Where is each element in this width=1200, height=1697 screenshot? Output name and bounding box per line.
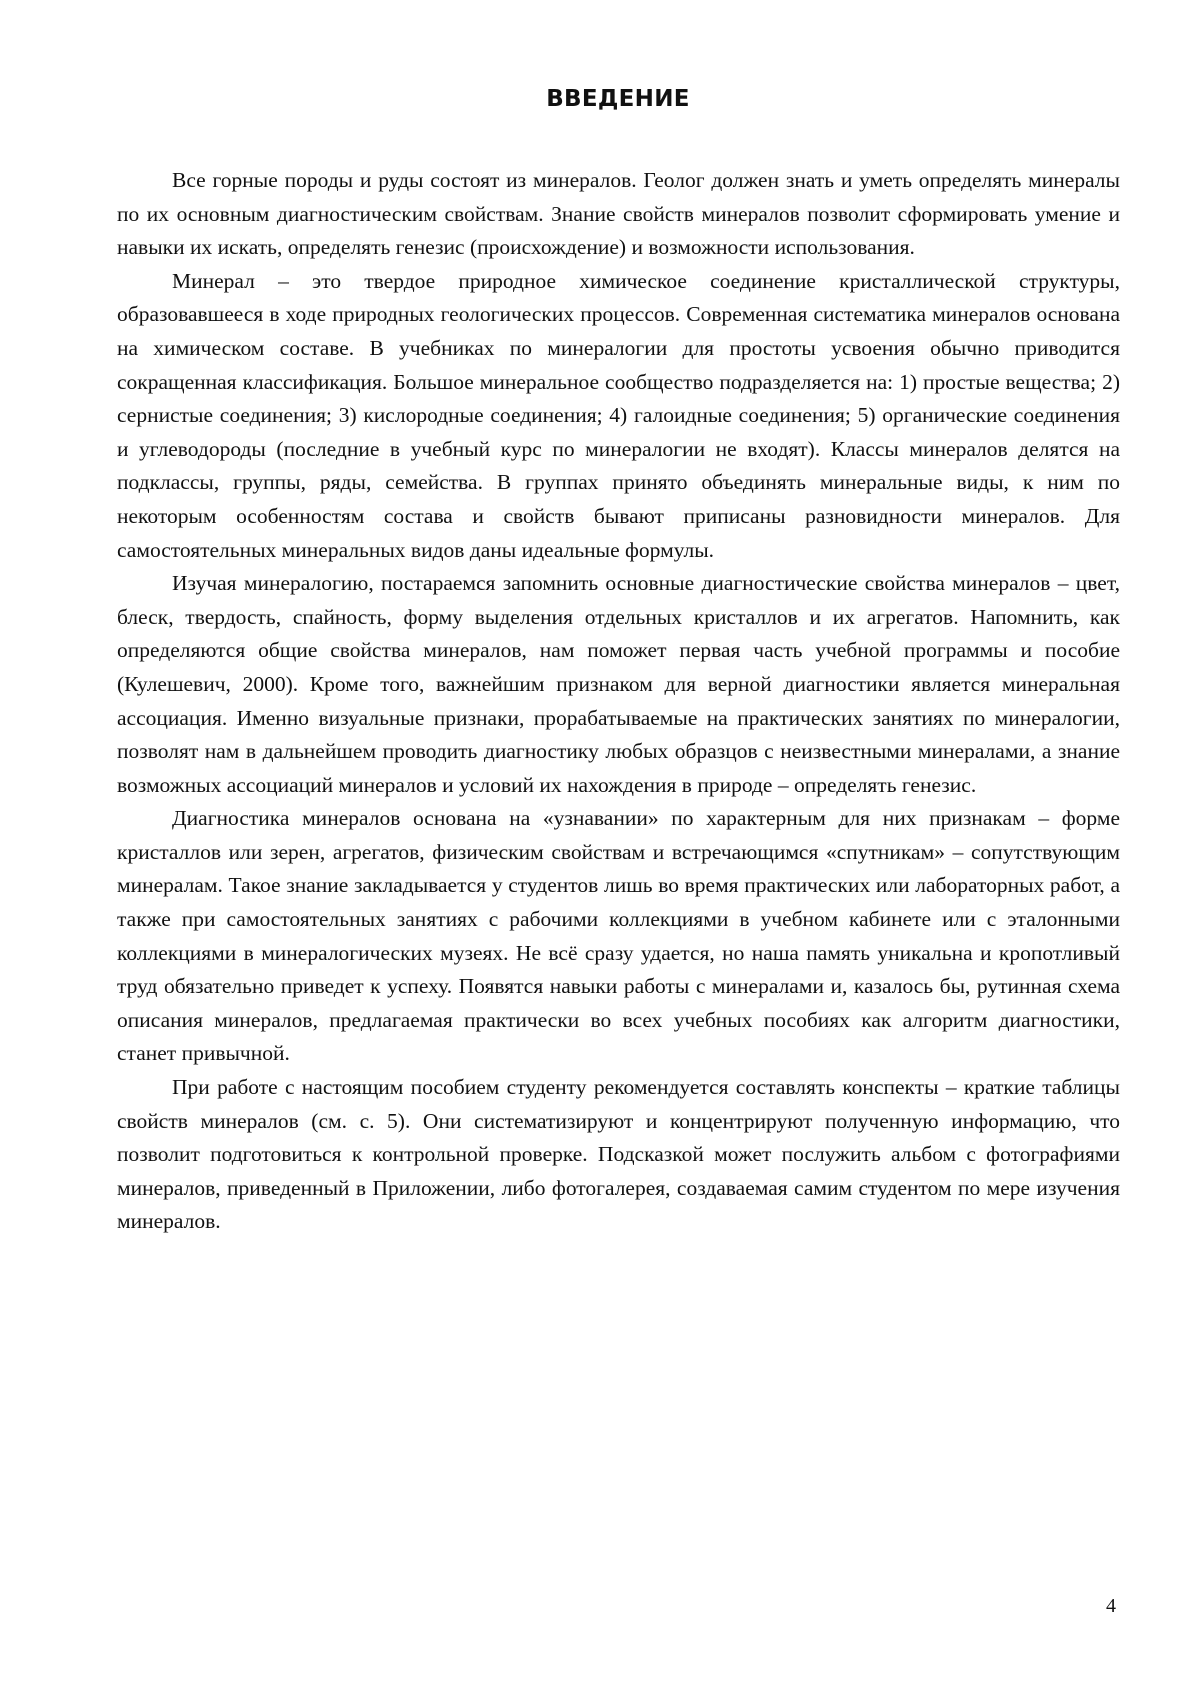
- paragraph-diagnostic-properties: Изучая минералогию, постараемся запомнить основные диагностические свойства мине­ралов – цвет, блеск, твердость, спайность, форму выделения отдельных кристаллов и их агрега­тов. Напомнить, как определяются общие свойства минералов, нам поможет первая часть учеб­ной программы и пособие (Кулешевич, 2000). Кроме того, важнейшим признаком для верной диагностики является минеральная ассоциация. Именно визуальные признаки, прорабатывае­мые на практических занятиях по минералогии, позволят нам в дальнейшем проводить диагно­стику любых образцов с неизвестными минералами, а знание возможных ассоциаций минера­лов и условий их нахождения в природе – определять генезис.: [117, 567, 1120, 802]
- paragraph-diagnostics: Диагностика минералов основана на «узнавании» по характерным для них признакам – форме кристаллов или зерен, агрегатов, физическим свойствам и встречающимся «спутникам» – сопутствующим минералам. Такое знание закладывается у студентов лишь во время практи­ческих или лабораторных работ, а также при самостоятельных занятиях с рабочими коллекция­ми в учебном кабинете или с эталонными коллекциями в минералогических музеях. Не всё сра­зу удается, но наша память уникальна и кропотливый труд обязательно приведет к успеху. По­явятся навыки работы с минералами и, казалось бы, рутинная схема описания минералов, предлагаемая практически во всех учебных пособиях как алгоритм диагностики, станет при­вычной.: [117, 802, 1120, 1071]
- document-page: [0, 0, 1200, 1697]
- body-text: [117, 164, 1120, 1239]
- paragraph-mineral-definition: Минерал – это твердое природное химическое соединение кристаллической структуры, образовавшееся в ходе природных геологических процессов. Современная систематика мине­ралов основана на химическом составе. В учебниках по минералогии для простоты усвоения обычно приводится сокращенная классификация. Большое минеральное сообщество подразде­ляется на: 1) простые вещества; 2) сернистые соединения; 3) кислородные соединения; 4) гало­идные соединения; 5) органические соединения и углеводороды (последние в учебный курс по минералогии не входят). Классы минералов делятся на подклассы, группы, ряды, семейства. В группах принято объединять минеральные виды, к ним по некоторым особенностям состава и свойств бывают приписаны разновидности минералов. Для самостоятельных минеральных видов даны идеальные формулы.: [117, 265, 1120, 567]
- paragraph-study-recommendations: При работе с настоящим пособием студенту рекомендуется составлять конспекты – крат­кие таблицы свойств минералов (см. с. 5). Они систематизируют и концентрируют полученную информацию, что позволит подготовиться к контрольной проверке. Подсказкой может послу­жить альбом с фотографиями минералов, приведенный в Приложении, либо фотогалерея, со­здаваемая самим студентом по мере изучения минералов.: [117, 1071, 1120, 1239]
- page-number: 4: [1106, 1595, 1116, 1618]
- section-title: ВВЕДЕНИЕ: [0, 86, 1200, 112]
- paragraph-intro: Все горные породы и руды состоят из минералов. Геолог должен знать и уметь определять минералы по их основным диагностическим свойствам. Знание свойств минералов позволит сформировать умение и навыки их искать, определять генезис (происхождение) и возможности использования.: [117, 164, 1120, 265]
